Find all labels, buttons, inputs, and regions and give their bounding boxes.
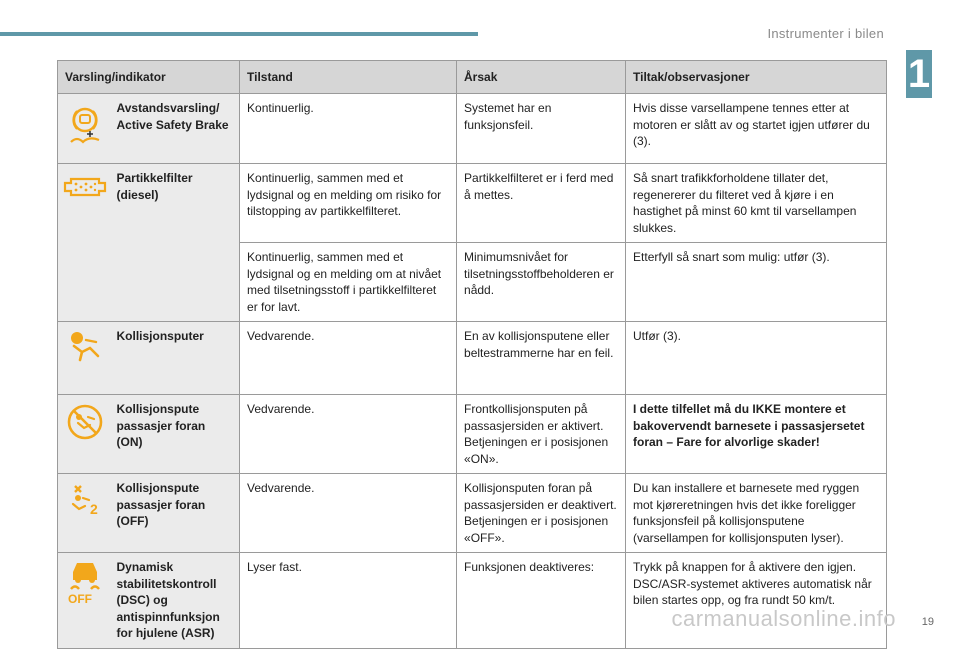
table-header-row [58,61,887,94]
passenger-airbag-off-icon [67,482,103,518]
table-row [58,474,887,553]
dsc-off-label: OFF [68,592,93,605]
airbag-icon [68,330,102,362]
warning-lights-table [57,60,887,649]
row-icon-cell [58,395,113,474]
col-header-state: Tilstand [240,61,457,94]
state-cell: Kontinuerlig. [240,94,457,164]
indicator-name: Partikkelfilter (diesel) [113,164,240,322]
row-icon-cell [58,322,113,395]
chapter-tab: 1 [907,52,931,96]
state-cell: Vedvarende. [240,474,457,553]
row-icon-cell [58,164,113,322]
indicator-name: Kollisjonsputer [113,322,240,395]
page-number: 19 [921,616,934,628]
state-cell: Kontinuerlig, sammen med et lydsignal og en melding om at nivået med tilsetningsstoff i partikkelfilteret er for lavt. [240,243,457,322]
particle-filter-icon [63,174,107,200]
table-row [58,94,887,164]
table-row [58,553,887,649]
dsc-asr-off-icon [65,559,105,605]
row-icon-cell [58,474,113,553]
row-icon-cell [58,553,113,649]
indicator-name: Kollisjonspute passasjer foran (OFF) [113,474,240,553]
indicator-name: Avstandsvarsling/ Active Safety Brake [113,94,240,164]
col-header-action: Tiltak/observasjoner [626,61,887,94]
passenger-airbag-on-icon [66,403,104,441]
state-cell: Vedvarende. [240,395,457,474]
action-cell: Hvis disse varsellampene tennes etter at motoren er slått av og startet igjen utfører du (3). [626,94,887,164]
header-accent-bar [0,32,478,36]
action-cell: Etterfyll så snart som mulig: utfør (3). [626,243,887,322]
action-cell: Så snart trafikkforholdene tillater det, regenererer du filteret ved å kjøre i en hastighet på minst 60 kmt til varsellampen slukkes. [626,164,887,243]
section-title: Instrumenter i bilen [767,26,884,41]
watermark: carmanualsonline.info [671,606,896,631]
svg-text:2: 2 [90,501,99,517]
action-cell: Du kan installere et barnesete med ryggen mot kjøreretningen hvis det ikke foreligger funksjonsfeil på kollisjonsputene (varsellampen for kollisjonsputen lyser). [626,474,887,553]
distance-alert-brake-icon [67,106,103,146]
cause-cell: Systemet har en funksjonsfeil. [457,94,626,164]
state-cell: Kontinuerlig, sammen med et lydsignal og en melding om risiko for tilstopping av partikkelfilteret. [240,164,457,243]
cause-cell: En av kollisjonsputene eller beltestrammerne har en feil. [457,322,626,395]
table-row [58,395,887,474]
cause-cell: Minimumsnivået for tilsetningsstoffbeholderen er nådd. [457,243,626,322]
action-cell: Trykk på knappen for å aktivere den igjen. DSC/ASR-systemet aktiveres automatisk når bilen startes opp, og fra rundt 50 km/t. [626,553,887,649]
cause-cell: Kollisjonsputen foran på passasjersiden er deaktivert. Betjeningen er i posisjonen «OFF». [457,474,626,553]
table-row [58,322,887,395]
table-row [58,164,887,243]
col-header-indicator: Varsling/indikator [58,61,240,94]
row-icon-cell [58,94,113,164]
col-header-cause: Årsak [457,61,626,94]
cause-cell: Funksjonen deaktiveres: [457,553,626,649]
action-cell: Utfør (3). [626,322,887,395]
state-cell: Vedvarende. [240,322,457,395]
action-cell: I dette tilfellet må du IKKE montere et bakovervendt barnesete i passasjersetet foran – Fare for alvorlige skader! [626,395,887,474]
state-cell: Lyser fast. [240,553,457,649]
cause-cell: Frontkollisjonsputen på passasjersiden er aktivert. Betjeningen er i posisjonen «ON». [457,395,626,474]
indicator-name: Dynamisk stabilitetskontroll (DSC) og antispinnfunksjon for hjulene (ASR) [113,553,240,649]
cause-cell: Partikkelfilteret er i ferd med å mettes. [457,164,626,243]
indicator-name: Kollisjonspute passasjer foran (ON) [113,395,240,474]
